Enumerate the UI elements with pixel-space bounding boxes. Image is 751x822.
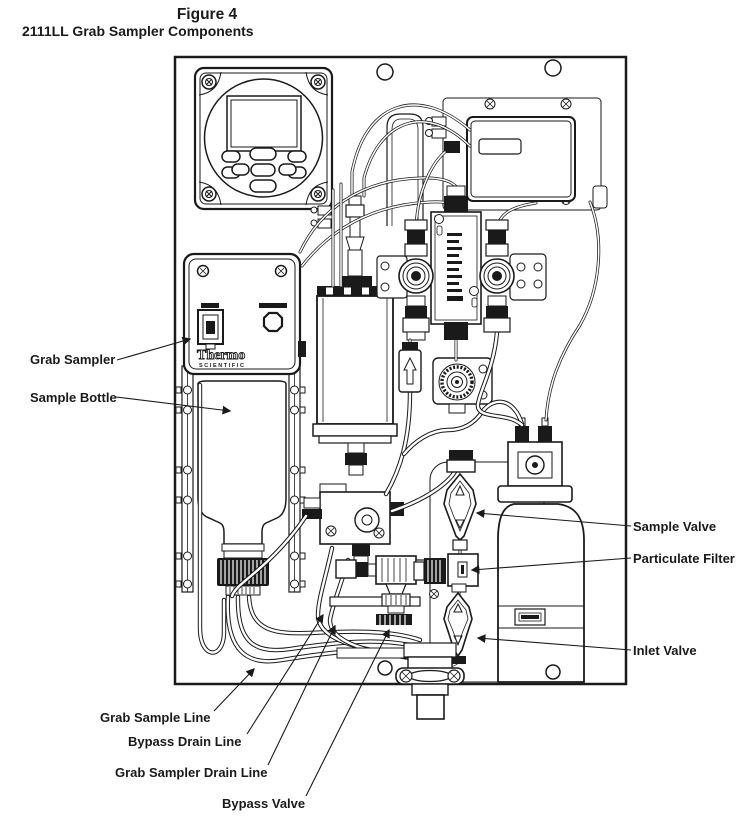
label-bypass-drain-line: Bypass Drain Line: [128, 734, 242, 749]
label-sample-bottle: Sample Bottle: [30, 390, 117, 405]
label-grab-sample-line: Grab Sample Line: [100, 710, 211, 725]
label-sample-valve: Sample Valve: [633, 519, 717, 534]
label-bypass-valve: Bypass Valve: [222, 796, 306, 811]
grab-button: [264, 313, 282, 331]
label-grab-sampler: Grab Sampler: [30, 352, 116, 367]
button-label-bar: [259, 303, 287, 308]
grab-sampler-unit: [184, 254, 306, 374]
brand-logo: Thermo: [197, 348, 246, 363]
controller-display: [195, 68, 332, 209]
inline-filter: [399, 342, 421, 392]
lcd-screen: [227, 96, 301, 151]
label-inlet-valve: Inlet Valve: [633, 643, 697, 658]
figure-subtitle: 2111LL Grab Sampler Components: [22, 23, 254, 39]
power-switch: [198, 310, 223, 349]
brand-logo-sub: SCIENTIFIC: [199, 363, 246, 369]
label-grab-sampler-drain-line: Grab Sampler Drain Line: [115, 765, 268, 780]
figure-title: Figure 4: [176, 6, 238, 23]
switch-label-bar: [201, 303, 219, 308]
label-particulate-filter: Particulate Filter: [633, 551, 735, 566]
